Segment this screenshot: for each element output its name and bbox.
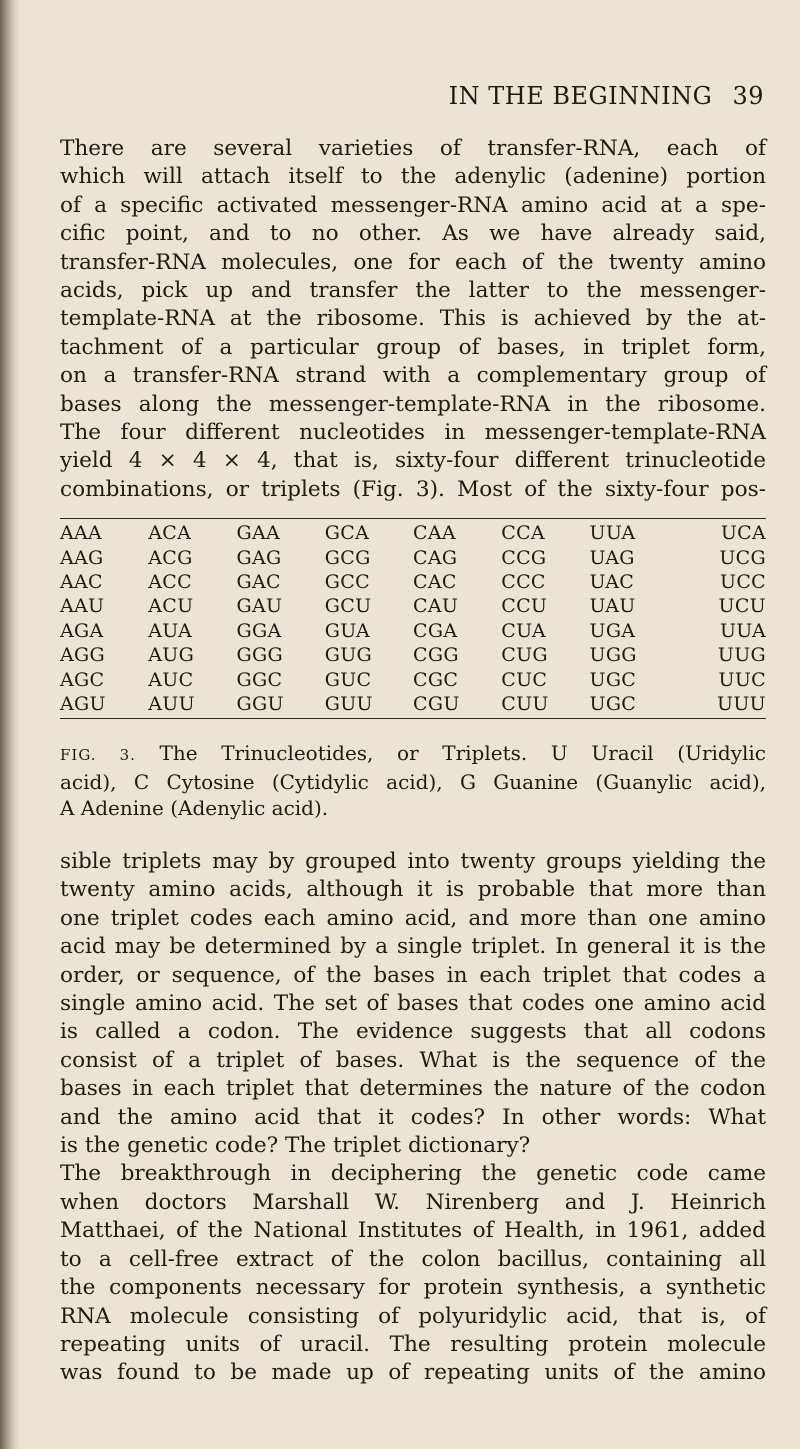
triplet-cell: AGC — [60, 668, 105, 691]
text-line: was found to be made up of repeating units of the amino — [60, 1360, 766, 1386]
text-line: one triplet codes each amino acid, and more than one amino — [60, 905, 766, 931]
triplet-cell: UGC — [589, 692, 637, 715]
caption-line: A Adenine (Adenylic acid). — [60, 796, 329, 820]
triplet-cell: GUC — [324, 668, 372, 691]
page-header — [449, 82, 764, 110]
triplet-cell: AAU — [60, 595, 105, 618]
triplet-cell: UGG — [589, 644, 637, 667]
triplet-cell: GUA — [324, 619, 370, 642]
text-line: is called a codon. The evidence suggests that all codons — [60, 1019, 766, 1045]
triplet-table — [60, 518, 766, 719]
figure-caption — [60, 740, 766, 822]
table-row — [60, 594, 766, 618]
triplet-cell: CGU — [413, 692, 460, 715]
table-row — [60, 619, 766, 643]
text-line: of a specific activated messenger-RNA amino acid at a spe- — [60, 192, 766, 218]
text-line: The breakthrough in deciphering the genetic code came — [60, 1161, 766, 1187]
triplet-cell: UCG — [719, 546, 766, 569]
table-row — [60, 570, 766, 594]
triplet-cell: ACC — [148, 570, 192, 593]
figure-label: FIG. 3. — [60, 746, 136, 764]
table-row — [60, 643, 766, 667]
triplet-cell: UAU — [589, 595, 636, 618]
triplet-cell: UCA — [720, 522, 766, 545]
text-line: single amino acid. The set of bases that codes one amino acid — [60, 991, 766, 1017]
triplet-cell: AUC — [148, 668, 194, 691]
triplet-cell: UUU — [717, 692, 766, 715]
paragraph-2 — [60, 848, 766, 1388]
text-line: bases along the messenger-template-RNA in the ribosome. — [60, 391, 766, 417]
text-line: which will attach itself to the adenylic (adenine) portion — [60, 164, 766, 190]
triplet-cell: AGG — [60, 644, 105, 667]
triplet-cell: CAG — [413, 546, 458, 569]
text-line: order, or sequence, of the bases in each triplet that codes a — [60, 962, 766, 988]
text-line: combinations, or triplets (Fig. 3). Most of the sixty-four pos- — [60, 476, 766, 502]
triplet-cell: AGU — [60, 692, 106, 715]
triplet-cell: GCA — [324, 522, 370, 545]
triplet-cell: GAA — [236, 522, 281, 545]
triplet-cell: CCA — [501, 522, 545, 545]
triplet-cell: UCU — [718, 595, 766, 618]
triplet-cell: CUU — [501, 692, 549, 715]
triplet-cell: ACU — [148, 595, 194, 618]
text-line: acid may be determined by a single triplet. In general it is the — [60, 934, 766, 960]
triplet-cell: GGA — [236, 619, 282, 642]
text-line: on a transfer-RNA strand with a complementary group of — [60, 363, 766, 389]
triplet-cell: GAG — [236, 546, 282, 569]
table-row — [60, 692, 766, 716]
triplet-cell: CUG — [501, 644, 548, 667]
caption-line: acid), C Cytosine (Cytidylic acid), G Guanine (Guanylic acid), — [60, 769, 766, 794]
text-line: and the amino acid that it codes? In other words: What — [60, 1104, 766, 1130]
caption-text: The Trinucleotides, or Triplets. U Uracil (Uridylic — [159, 741, 766, 765]
triplet-cell: AAG — [60, 546, 104, 569]
triplet-cell: AGA — [60, 619, 104, 642]
text-line: cific point, and to no other. As we have already said, — [60, 221, 766, 247]
triplet-cell: ACG — [148, 546, 193, 569]
triplet-cell: CUA — [501, 619, 546, 642]
triplet-cell: CGA — [413, 619, 458, 642]
text-line: twenty amino acids, although it is probable that more than — [60, 877, 766, 903]
text-line: to a cell-free extract of the colon bacillus, containing all — [60, 1246, 766, 1272]
triplet-cell: GCU — [324, 595, 372, 618]
triplet-cell: UAC — [589, 570, 635, 593]
triplet-cell: CGC — [413, 668, 459, 691]
triplet-cell: GUG — [324, 644, 373, 667]
caption-line — [60, 740, 766, 769]
text-line: The four different nucleotides in messenger-template-RNA — [60, 420, 766, 446]
triplet-cell: UUC — [718, 668, 766, 691]
triplet-cell: GCC — [324, 570, 370, 593]
triplet-cell: CGG — [413, 644, 459, 667]
triplet-cell: UCC — [720, 570, 766, 593]
text-line: the components necessary for protein synthesis, a synthetic — [60, 1275, 766, 1301]
triplet-cell: GGC — [236, 668, 283, 691]
text-line: consist of a triplet of bases. What is the sequence of the — [60, 1047, 766, 1073]
triplet-cell: GAU — [236, 595, 283, 618]
triplet-cell: AUG — [148, 644, 195, 667]
text-line: tachment of a particular group of bases, in triplet form, — [60, 334, 766, 360]
table-row — [60, 521, 766, 545]
table-row — [60, 545, 766, 569]
triplet-cell: UAG — [589, 546, 635, 569]
text-line: repeating units of uracil. The resulting protein molecule — [60, 1331, 766, 1357]
triplet-cell: AAA — [60, 522, 103, 545]
text-line: yield 4 × 4 × 4, that is, sixty-four different trinucleotide — [60, 448, 766, 474]
triplet-cell: CUC — [501, 668, 548, 691]
text-line: transfer-RNA molecules, one for each of the twenty amino — [60, 249, 766, 275]
triplet-cell: UGA — [589, 619, 636, 642]
triplet-cell: UUA — [589, 522, 636, 545]
paragraph-1 — [60, 135, 766, 504]
triplet-cell: CCC — [501, 570, 546, 593]
triplet-cell: GGU — [236, 692, 284, 715]
triplet-cell: AUA — [148, 619, 193, 642]
triplet-cell: CCU — [501, 595, 548, 618]
text-line: Matthaei, of the National Institutes of Health, in 1961, added — [60, 1218, 766, 1244]
text-line: RNA molecule consisting of polyuridylic acid, that is, of — [60, 1303, 766, 1329]
triplet-cell: CAA — [413, 522, 456, 545]
triplet-cell: ACA — [148, 522, 192, 545]
triplet-cell: AAC — [60, 570, 103, 593]
triplet-cell: CAU — [413, 595, 459, 618]
running-title: IN THE BEGINNING — [448, 82, 713, 110]
text-line: when doctors Marshall W. Nirenberg and J. Heinrich — [60, 1189, 766, 1215]
triplet-cell: UGC — [589, 668, 637, 691]
text-line: sible triplets may by grouped into twenty groups yielding the — [60, 849, 766, 874]
triplet-cell: AUU — [148, 692, 195, 715]
triplet-cell: UUA — [719, 619, 766, 642]
table-row — [60, 667, 766, 691]
triplet-cell: GCG — [324, 546, 371, 569]
text-line: template-RNA at the ribosome. This is achieved by the at- — [60, 306, 766, 332]
text-line: There are several varieties of transfer-RNA, each of — [60, 136, 766, 161]
book-binding-shadow — [0, 0, 20, 1449]
triplet-cell: UUG — [717, 644, 766, 667]
text-line: bases in each triplet that determines the nature of the codon — [60, 1076, 766, 1102]
triplet-cell: CCG — [501, 546, 547, 569]
triplet-cell: GUU — [324, 692, 373, 715]
triplet-cell: GAC — [236, 570, 281, 593]
text-line: is the genetic code? The triplet dictionary? — [60, 1133, 531, 1159]
triplet-cell: CAC — [413, 570, 457, 593]
text-line: acids, pick up and transfer the latter to the messenger- — [60, 278, 766, 304]
triplet-cell: GGG — [236, 644, 283, 667]
page-number: 39 — [732, 82, 764, 110]
